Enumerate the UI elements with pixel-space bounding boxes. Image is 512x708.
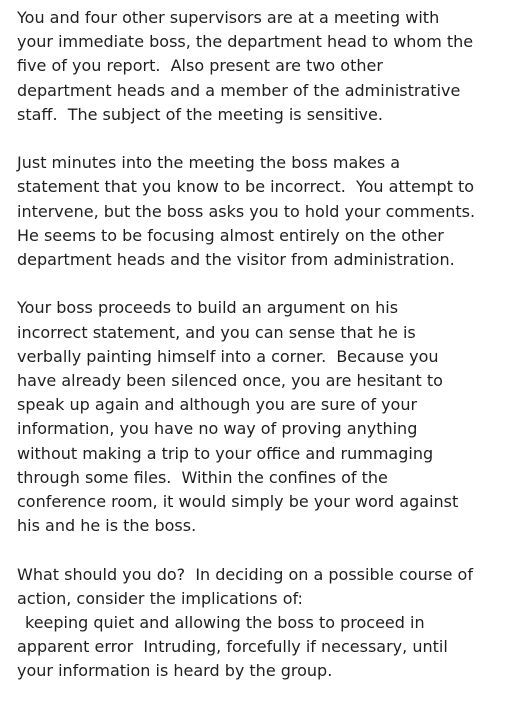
paragraph-argument (17, 296, 505, 538)
text-line: through some files. Within the confines of the (17, 467, 388, 487)
text-line: information, you have no way of proving anything (17, 419, 418, 439)
text-line: statement that you know to be incorrect. You attempt to (17, 177, 475, 197)
text-line: department heads and a member of the administrative (17, 80, 461, 100)
paragraph-question (17, 563, 505, 684)
document-body (17, 6, 505, 708)
text-line: Your boss proceeds to build an argument on his (17, 298, 399, 318)
text-line: intervene, but the boss asks you to hold your comments. (17, 201, 476, 221)
text-line: action, consider the implications of: (17, 588, 303, 608)
paragraph-meeting-setup (17, 6, 505, 127)
text-line: Just minutes into the meeting the boss makes a (17, 153, 401, 173)
text-line: He seems to be focusing almost entirely on the other (17, 225, 444, 245)
text-line-indented: keeping quiet and allowing the boss to proceed in (25, 613, 425, 633)
text-line: apparent error Intruding, forcefully if necessary, until (17, 637, 448, 657)
text-line: conference room, it would simply be your word against (17, 492, 459, 512)
text-line: your immediate boss, the department head to whom the (17, 32, 474, 52)
text-line: staff. The subject of the meeting is sensitive. (17, 104, 383, 124)
text-line: speak up again and although you are sure of your (17, 395, 418, 415)
text-line: verbally painting himself into a corner. Because you (17, 346, 439, 366)
text-line: department heads and the visitor from administration. (17, 250, 455, 270)
paragraph-incorrect-statement (17, 151, 505, 272)
text-line: his and he is the boss. (17, 516, 197, 536)
text-line: incorrect statement, and you can sense that he is (17, 322, 416, 342)
text-line: What should you do? In deciding on a possible course of (17, 564, 473, 584)
text-line: your information is heard by the group. (17, 661, 333, 681)
text-line: five of you report. Also present are two other (17, 56, 383, 76)
text-line: You and four other supervisors are at a meeting with (17, 8, 440, 27)
text-line: have already been silenced once, you are hesitant to (17, 371, 443, 391)
text-line: without making a trip to your office and rummaging (17, 443, 434, 463)
